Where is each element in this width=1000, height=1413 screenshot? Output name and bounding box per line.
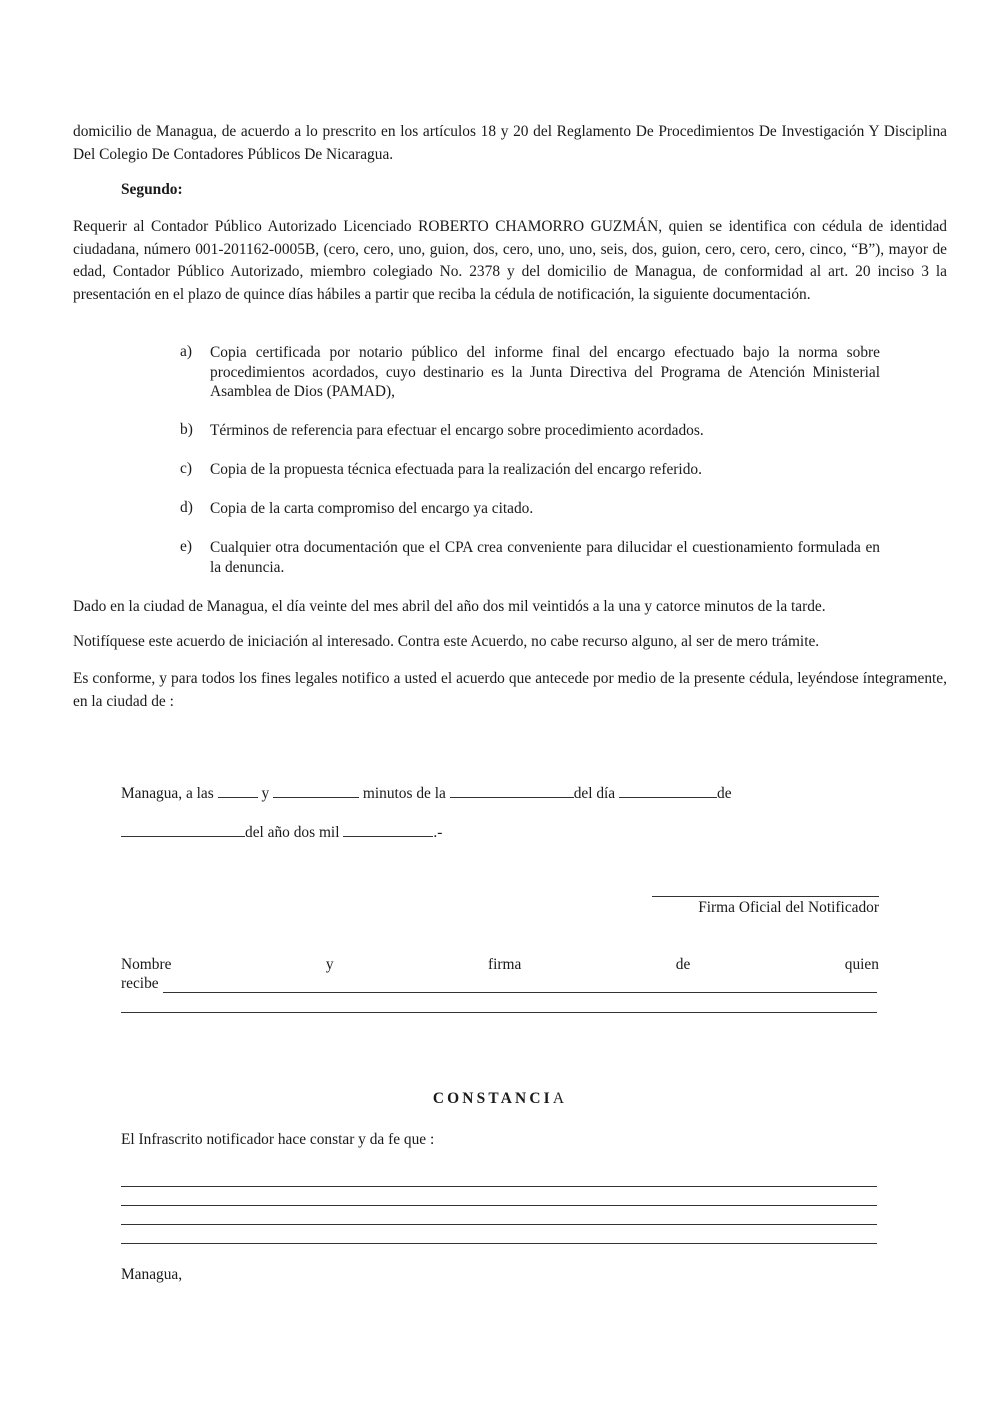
constancia-line-1[interactable] (121, 1186, 877, 1187)
receiver-word: firma (488, 956, 522, 973)
list-item (180, 499, 880, 519)
notifier-signature-line[interactable] (652, 896, 879, 897)
list-item-letter: e) (180, 538, 192, 555)
receiver-word: Nombre (121, 956, 172, 973)
constancia-closing: Managua, (121, 1266, 183, 1283)
date-end: .- (433, 824, 443, 841)
period-blank[interactable] (450, 783, 574, 798)
list-item (180, 538, 880, 577)
list-item-letter: c) (180, 460, 192, 477)
receiver-word: de (675, 956, 691, 973)
date-de: de (717, 785, 732, 802)
date-y: y (261, 785, 270, 802)
constancia-title-tail: A (552, 1090, 568, 1107)
constancia-line-2[interactable] (121, 1205, 877, 1206)
constancia-title-main: CONSTANCI (432, 1090, 553, 1107)
date-del-dia: del día (573, 785, 616, 802)
list-item-text: Copia de la propuesta técnica efectuada para la realización del encargo referido. (210, 461, 702, 478)
list-item (180, 460, 880, 480)
receiver-signature-line-1[interactable] (163, 992, 877, 993)
hour-blank[interactable] (218, 783, 258, 798)
constancia-statement: El Infrascrito notificador hace constar y da fe que : (121, 1131, 435, 1148)
section-heading-segundo: Segundo: (121, 181, 183, 198)
day-blank[interactable] (619, 783, 717, 798)
list-item-text: Cualquier otra documentación que el CPA crea conveniente para dilucidar el cuestionamiento formulada en la denuncia. (210, 539, 880, 576)
receiver-word: quien (844, 956, 879, 973)
year-blank[interactable] (343, 822, 433, 837)
list-item-letter: b) (180, 421, 193, 438)
intro-paragraph: domicilio de Managua, de acuerdo a lo prescrito en los artículos 18 y 20 del Reglamento De Procedimientos De Investigación Y Disciplina Del Colegio De Contadores Públicos De Nicaragua. (73, 123, 947, 163)
receiver-word: y (325, 956, 334, 973)
list-item (180, 421, 880, 441)
list-item-text: Copia certificada por notario público del informe final del encargo efectuado bajo la norma sobre procedimientos acordados, cuyo destinario es la Junta Directiva del Programa de Atención Ministerial Asamblea de Dios (PAMAD), (210, 344, 880, 400)
constancia-line-4[interactable] (121, 1243, 877, 1244)
notifiquese-paragraph: Notifíquese este acuerdo de iniciación al interesado. Contra este Acuerdo, no cabe recurso alguno, al ser de mero trámite. (73, 633, 820, 650)
minutes-blank[interactable] (273, 783, 359, 798)
constancia-title (0, 1090, 1000, 1108)
constancia-line-3[interactable] (121, 1224, 877, 1225)
segundo-paragraph: Requerir al Contador Público Autorizado Licenciado ROBERTO CHAMORRO GUZMÁN, quien se identifica con cédula de identidad ciudadana, número 001-201162-0005B, (cero, cero, uno, guion, dos, cero, uno, uno, seis, dos, guion, cero, cero, cero, cinco, “B”), mayor de edad, Contador Público Autorizado, miembro colegiado No. 2378 y del domicilio de Managua, de conformidad al art. 20 inciso 3 la presentación en el plazo de quince días hábiles a partir que reciba la cédula de notificación, la siguiente documentación. (73, 218, 947, 303)
list-item-letter: d) (180, 499, 193, 516)
date-form-line-1 (121, 783, 732, 803)
date-form-line-2 (121, 822, 442, 842)
list-item-text: Copia de la carta compromiso del encargo ya citado. (210, 500, 534, 517)
date-prefix: Managua, a las (121, 785, 214, 802)
receiver-signature-line-2[interactable] (121, 1012, 877, 1013)
list-item (180, 343, 880, 402)
receiver-recibe: recibe (121, 975, 159, 992)
list-item-text: Términos de referencia para efectuar el encargo sobre procedimiento acordados. (210, 422, 704, 439)
date-minutos: minutos de la (362, 785, 446, 802)
list-item-letter: a) (180, 343, 192, 360)
month-blank[interactable] (121, 822, 245, 837)
date-del-anio: del año dos mil (245, 824, 340, 841)
receiver-label-row (121, 956, 879, 974)
dado-paragraph: Dado en la ciudad de Managua, el día veinte del mes abril del año dos mil veintidós a la una y catorce minutos de la tarde. (73, 598, 826, 615)
conforme-paragraph: Es conforme, y para todos los fines legales notifico a usted el acuerdo que antecede por medio de la presente cédula, leyéndose íntegramente, en la ciudad de : (73, 670, 947, 710)
notifier-signature-label: Firma Oficial del Notificador (698, 899, 879, 916)
